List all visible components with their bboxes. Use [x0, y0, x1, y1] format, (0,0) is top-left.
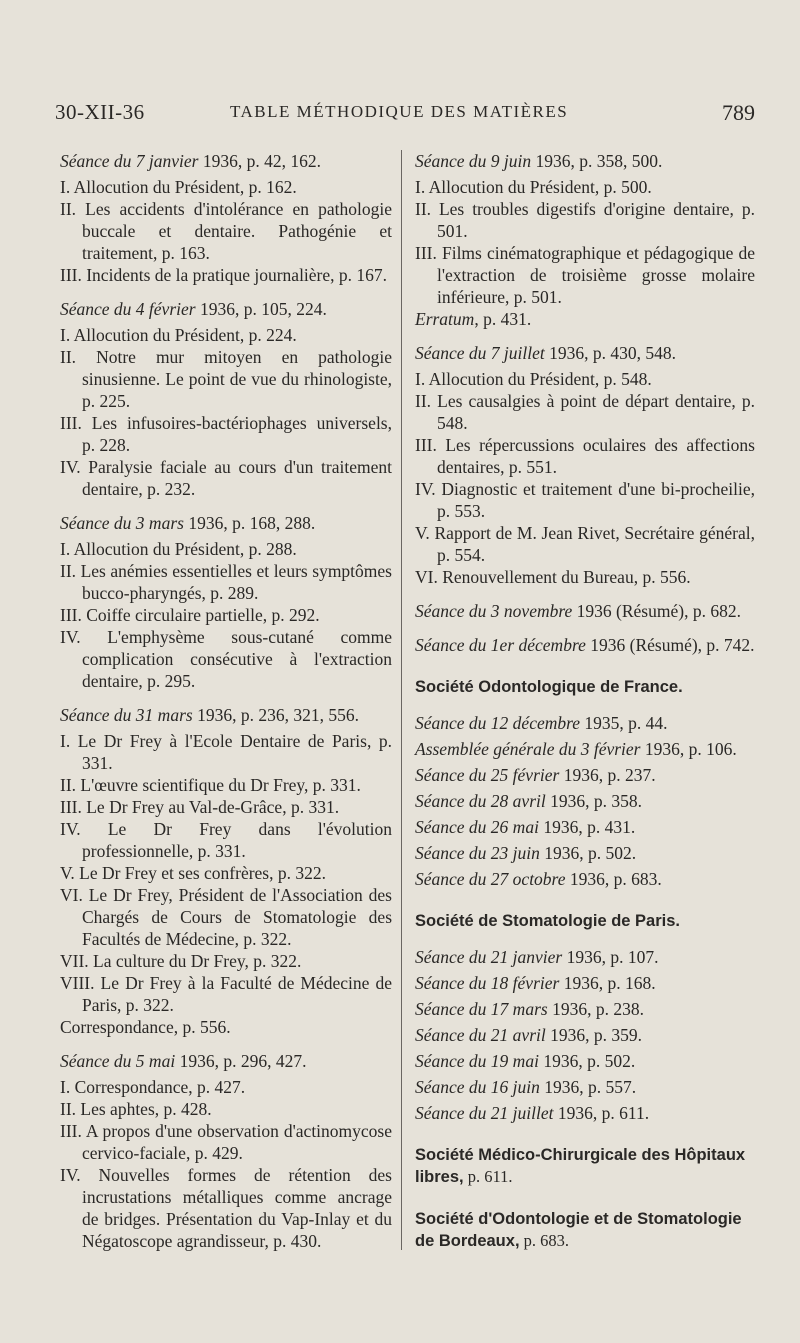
society-heading	[415, 1144, 755, 1188]
seance-heading	[415, 634, 755, 656]
page-refs: 1936, p. 431.	[538, 817, 636, 837]
seance-label: Erratum	[415, 309, 475, 329]
seance-entry	[415, 946, 755, 968]
page-refs: 1936 (Résumé), p. 742.	[585, 635, 755, 655]
index-item: VI. Le Dr Frey, Président de l'Association des Chargés de Cours de Stomatologie des Facultés de Médecine, p. 322.	[60, 885, 392, 949]
index-item: VI. Renouvellement du Bureau, p. 556.	[415, 567, 691, 587]
page-refs: 1936, p. 359.	[545, 1025, 642, 1045]
society-name: Société d'Odontologie et de Stomatologie de Bordeaux,	[415, 1210, 742, 1250]
index-item: II. Les anémies essentielles et leurs symptômes bucco-pharyngés, p. 289.	[60, 561, 392, 603]
index-item: III. Incidents de la pratique journalière, p. 167.	[60, 265, 388, 285]
page-refs: 1936, p. 107.	[562, 947, 659, 967]
seance-heading	[60, 512, 392, 534]
page-refs: 1936, p. 358.	[545, 791, 642, 811]
index-item: III. Les répercussions oculaires des affections dentaires, p. 551.	[415, 435, 755, 477]
seance-entry	[415, 1102, 755, 1124]
page-refs: 1936, p. 238.	[547, 999, 644, 1019]
index-item: I. Le Dr Frey à l'Ecole Dentaire de Paris, p. 331.	[60, 731, 392, 773]
index-item: V. Le Dr Frey et ses confrères, p. 322.	[60, 863, 326, 883]
index-item: IV. Diagnostic et traitement d'une bi-procheilie, p. 553.	[415, 479, 755, 521]
index-item: II. Notre mur mitoyen en pathologie sinusienne. Le point de vue du rhinologiste, p. 225.	[60, 347, 392, 411]
index-item: I. Allocution du Président, p. 500.	[415, 177, 652, 197]
seance-label: Séance du 19 mai	[415, 1051, 539, 1071]
seance-entry	[415, 1076, 755, 1098]
index-item: III. A propos d'une observation d'actinomycose cervico-faciale, p. 429.	[60, 1121, 392, 1163]
index-item: I. Allocution du Président, p. 548.	[415, 369, 652, 389]
index-item: I. Allocution du Président, p. 224.	[60, 325, 297, 345]
seance-entry	[415, 842, 755, 864]
index-item: II. L'œuvre scientifique du Dr Frey, p. 331.	[60, 775, 361, 795]
seance-entry	[415, 790, 755, 812]
seance-label: Séance du 7 janvier	[60, 151, 199, 171]
seance-entry	[415, 764, 755, 786]
page-refs: 1936, p. 168.	[559, 973, 656, 993]
page-refs: 1936, p. 611.	[553, 1103, 650, 1123]
seance-heading	[415, 150, 755, 172]
seance-label: Séance du 25 février	[415, 765, 560, 785]
index-item: III. Le Dr Frey au Val-de-Grâce, p. 331.	[60, 797, 340, 817]
page-refs: , p. 431.	[474, 309, 532, 329]
page-refs: 1935, p. 44.	[580, 713, 668, 733]
seance-label: Séance du 16 juin	[415, 1077, 540, 1097]
seance-heading	[60, 704, 392, 726]
index-item: IV. L'emphysème sous-cutané comme complication consécutive à l'extraction dentaire, p. 295.	[60, 627, 392, 691]
index-item: II. Les troubles digestifs d'origine dentaire, p. 501.	[415, 199, 755, 241]
seance-entry	[415, 998, 755, 1020]
index-item: III. Films cinématographique et pédagogique de l'extraction de troisième grosse molaire inférieure, p. 501.	[415, 243, 755, 307]
page-refs: 1936 (Résumé), p. 682.	[572, 601, 741, 621]
society-heading	[415, 910, 755, 932]
seance-label: Séance du 4 février	[60, 299, 196, 319]
seance-label: Séance du 9 juin	[415, 151, 532, 171]
seance-entry	[415, 1024, 755, 1046]
seance-label: Séance du 1er décembre	[415, 635, 586, 655]
index-item: IV. Paralysie faciale au cours d'un traitement dentaire, p. 232.	[60, 457, 392, 499]
seance-label: Séance du 21 juillet	[415, 1103, 554, 1123]
column-divider	[401, 150, 402, 1250]
society-name: Société Odontologique de France.	[415, 678, 683, 696]
seance-label: Séance du 17 mars	[415, 999, 548, 1019]
index-item: VIII. Le Dr Frey à la Faculté de Médecine de Paris, p. 322.	[60, 973, 392, 1015]
page-refs: 1936, p. 683.	[565, 869, 662, 889]
index-item: V. Rapport de M. Jean Rivet, Secrétaire général, p. 554.	[415, 523, 755, 565]
seance-label: Séance du 3 novembre	[415, 601, 573, 621]
seance-entry	[415, 738, 755, 760]
index-item: I. Allocution du Président, p. 288.	[60, 539, 297, 559]
page-header	[55, 100, 755, 130]
seance-label: Séance du 7 juillet	[415, 343, 545, 363]
page-refs: 1936, p. 106.	[640, 739, 737, 759]
society-heading	[415, 676, 755, 698]
index-entry: Correspondance, p. 556.	[60, 1017, 231, 1037]
seance-heading	[60, 150, 392, 172]
seance-heading	[415, 342, 755, 364]
page-refs: 1936, p. 236, 321, 556.	[192, 705, 359, 725]
index-item: I. Correspondance, p. 427.	[60, 1077, 246, 1097]
page-refs: 1936, p. 237.	[559, 765, 656, 785]
seance-label: Séance du 31 mars	[60, 705, 193, 725]
page-refs: 1936, p. 105, 224.	[195, 299, 327, 319]
index-item: IV. Le Dr Frey dans l'évolution professionnelle, p. 331.	[60, 819, 392, 861]
seance-label: Séance du 27 octobre	[415, 869, 566, 889]
seance-label: Séance du 12 décembre	[415, 713, 581, 733]
seance-label: Séance du 5 mai	[60, 1051, 176, 1071]
index-item: II. Les accidents d'intolérance en pathologie buccale et dentaire. Pathogénie et traitement, p. 163.	[60, 199, 392, 263]
page-refs: 1936, p. 42, 162.	[198, 151, 321, 171]
seance-label: Séance du 3 mars	[60, 513, 184, 533]
right-column	[415, 150, 755, 1266]
header-date: 30-XII-36	[55, 100, 145, 124]
society-heading	[415, 1208, 755, 1252]
seance-entry	[415, 712, 755, 734]
page-refs: 1936, p. 430, 548.	[544, 343, 677, 363]
seance-heading	[60, 298, 392, 320]
left-column	[60, 150, 392, 1252]
page-refs: p. 611.	[463, 1167, 513, 1186]
page-refs: 1936, p. 502.	[538, 1051, 636, 1071]
page-number: 789	[722, 100, 755, 125]
society-name: Société de Stomatologie de Paris.	[415, 912, 680, 930]
page-refs: 1936, p. 557.	[539, 1077, 637, 1097]
seance-label: Séance du 18 février	[415, 973, 560, 993]
seance-entry	[415, 972, 755, 994]
index-item: II. Les aphtes, p. 428.	[60, 1099, 212, 1119]
index-item: III. Coiffe circulaire partielle, p. 292.	[60, 605, 320, 625]
seance-label: Séance du 21 avril	[415, 1025, 546, 1045]
page-refs: 1936, p. 502.	[539, 843, 637, 863]
index-item: III. Les infusoires-bactériophages universels, p. 228.	[60, 413, 392, 455]
page-refs: p. 683.	[519, 1231, 570, 1250]
seance-entry	[415, 868, 755, 890]
index-item: II. Les causalgies à point de départ dentaire, p. 548.	[415, 391, 755, 433]
seance-label: Séance du 23 juin	[415, 843, 540, 863]
seance-entry	[415, 1050, 755, 1072]
seance-entry	[415, 308, 755, 330]
seance-label: Séance du 26 mai	[415, 817, 539, 837]
index-item: I. Allocution du Président, p. 162.	[60, 177, 297, 197]
seance-label: Séance du 28 avril	[415, 791, 546, 811]
index-item: VII. La culture du Dr Frey, p. 322.	[60, 951, 302, 971]
seance-entry	[415, 816, 755, 838]
seance-heading	[60, 1050, 392, 1072]
page-refs: 1936, p. 296, 427.	[175, 1051, 307, 1071]
header-title: TABLE MÉTHODIQUE DES MATIÈRES	[230, 102, 569, 121]
page-refs: 1936, p. 168, 288.	[183, 513, 316, 533]
page-refs: 1936, p. 358, 500.	[531, 151, 663, 171]
seance-label: Assemblée générale du 3 février	[415, 739, 641, 759]
seance-heading	[415, 600, 755, 622]
index-item: IV. Nouvelles formes de rétention des incrustations métalliques comme ancrage de bridges. Présentation du Vap-Inlay et du Négatoscope agrandisseur, p. 430.	[60, 1165, 392, 1251]
society-name: Société Médico-Chirurgicale des Hôpitaux libres,	[415, 1146, 746, 1186]
seance-label: Séance du 21 janvier	[415, 947, 563, 967]
